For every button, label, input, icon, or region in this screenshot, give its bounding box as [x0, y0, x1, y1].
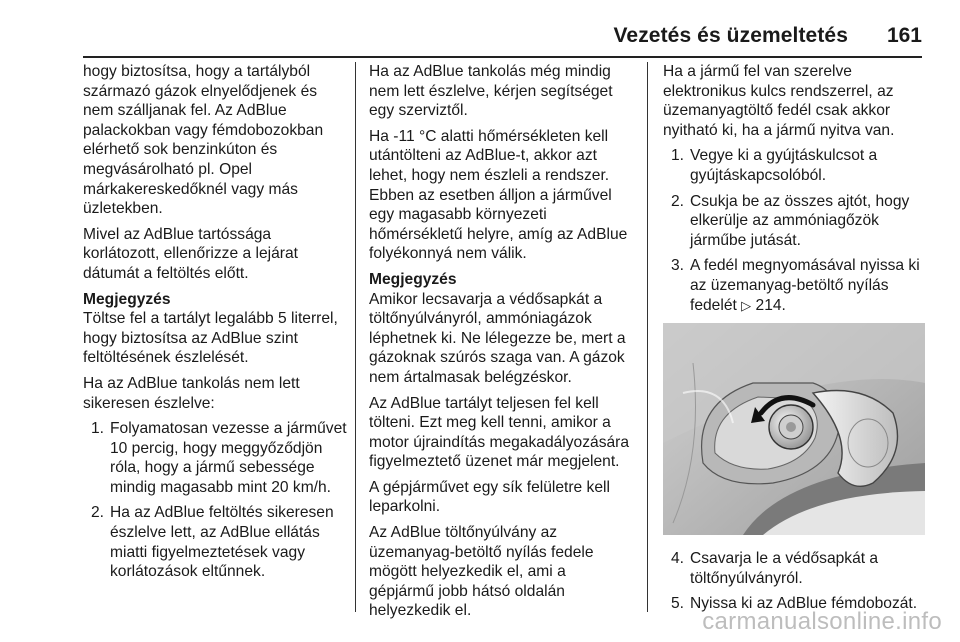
- paragraph: Ha az AdBlue tankolás még mindig nem lett észlelve, kérjen segítséget egy szerviztől.: [369, 63, 613, 120]
- list-number: 5.: [671, 595, 685, 613]
- list-item: [663, 146, 925, 185]
- list-item: [663, 192, 925, 251]
- paragraph: Az AdBlue töltőnyúlvány az üzemanyag-betöltő nyílás fedele mögött helyezkedik el, ami a gépjármű jobb hátsó oldalán helyezkedik el.: [369, 524, 594, 620]
- fuel-filler-illustration: [663, 323, 925, 535]
- column-divider: [355, 62, 356, 612]
- column-left: [83, 62, 349, 588]
- column-divider: [647, 62, 648, 612]
- list-number: 1.: [91, 420, 105, 438]
- paragraph: A gépjárművet egy sík felületre kell leparkolni.: [369, 478, 610, 516]
- numbered-list: [83, 419, 349, 582]
- list-number: 3.: [671, 257, 685, 275]
- fuel-filler-drawing: [663, 323, 925, 535]
- list-text: Folyamatosan vezesse a járművet 10 percig, hogy meggyőződjön róla, hogy a jármű sebessége mindig magasabb mint 20 km/h.: [110, 420, 347, 496]
- column-middle: [369, 62, 634, 627]
- watermark: carmanualsonline.info: [702, 608, 942, 635]
- column-right: [663, 62, 925, 620]
- note-title: Megjegyzés: [83, 290, 171, 308]
- paragraph: Ha -11 °C alatti hőmérsékleten kell utántölteni az AdBlue-t, akkor azt lehet, hogy nem észleli a rendszer. Ebben az esetben álljon a járművel egy magasabb környezeti hőmérsékletű helyre, amíg az AdBlue folyékonnyá nem válik.: [369, 127, 628, 263]
- list-number: 2.: [91, 504, 105, 522]
- list-text: Ha az AdBlue feltöltés sikeresen észlelve lett, az AdBlue ellátás miatti figyelmeztetések vagy korlátozások eltűnnek.: [110, 504, 334, 581]
- paragraph: Mivel az AdBlue tartóssága korlátozott, ellenőrizze a lejárat dátumát a feltöltés előtt.: [83, 225, 298, 282]
- paragraph: hogy biztosítsa, hogy a tartályból származó gázok elnyelődjenek és nem szálljanak fel. Az AdBlue palackokban vagy fémdobozokban elérhető sok benzinkúton és megvásárolható pl. Opel márkakereskedőknél vagy más üzletekben.: [83, 63, 324, 218]
- list-text: Nyissa ki az AdBlue fémdobozát.: [690, 595, 918, 613]
- note-body: Amikor lecsavarja a védősapkát a töltőnyúlványról, ammóniagázok léphetnek ki. Ne lélegezze be, mert a gázoknak szúrós szaga van. A gázok nem ártalmasak belégzéskor.: [369, 290, 626, 386]
- list-text: Csavarja le a védősapkát a töltőnyúlványról.: [690, 550, 879, 587]
- list-item: [663, 256, 925, 315]
- list-item: [83, 503, 349, 581]
- page-reference[interactable]: 214.: [755, 296, 786, 314]
- list-text: Vegye ki a gyújtáskulcsot a gyújtáskapcsolóból.: [690, 147, 878, 184]
- page-number: 161: [886, 24, 922, 47]
- list-number: 1.: [671, 147, 685, 165]
- page-header: [0, 0, 960, 60]
- note-title: Megjegyzés: [369, 270, 457, 288]
- section-title: Vezetés és üzemeltetés: [613, 24, 848, 47]
- paragraph: Az AdBlue tartályt teljesen fel kell tölteni. Ezt meg kell tenni, amikor a motor újraindítás megakadályozására figyelmeztető üzenet már megjelent.: [369, 394, 630, 471]
- numbered-list: [663, 549, 925, 614]
- list-item: [83, 419, 349, 497]
- list-number: 4.: [671, 550, 685, 568]
- list-text: Csukja be az összes ajtót, hogy elkerülje az ammóniagőzök járműbe jutását.: [690, 192, 910, 249]
- numbered-list: [663, 146, 925, 315]
- note-body: Töltse fel a tartályt legalább 5 literrel, hogy biztosítsa az AdBlue szint feltöltésének észlelését.: [83, 310, 338, 367]
- list-number: 2.: [671, 192, 685, 210]
- paragraph: Ha a jármű fel van szerelve elektronikus kulcs rendszerrel, az üzemanyagtöltő fedél csak akkor nyitható ki, ha a jármű nyitva van.: [663, 63, 895, 139]
- header-rule: [83, 56, 922, 58]
- page-reference-icon: ▷: [741, 297, 752, 313]
- list-text: A fedél megnyomásával nyissa ki az üzemanyag-betöltő nyílás fedelét: [690, 257, 920, 314]
- paragraph: Ha az AdBlue tankolás nem lett sikeresen észlelve:: [83, 374, 300, 412]
- list-item: [663, 549, 925, 588]
